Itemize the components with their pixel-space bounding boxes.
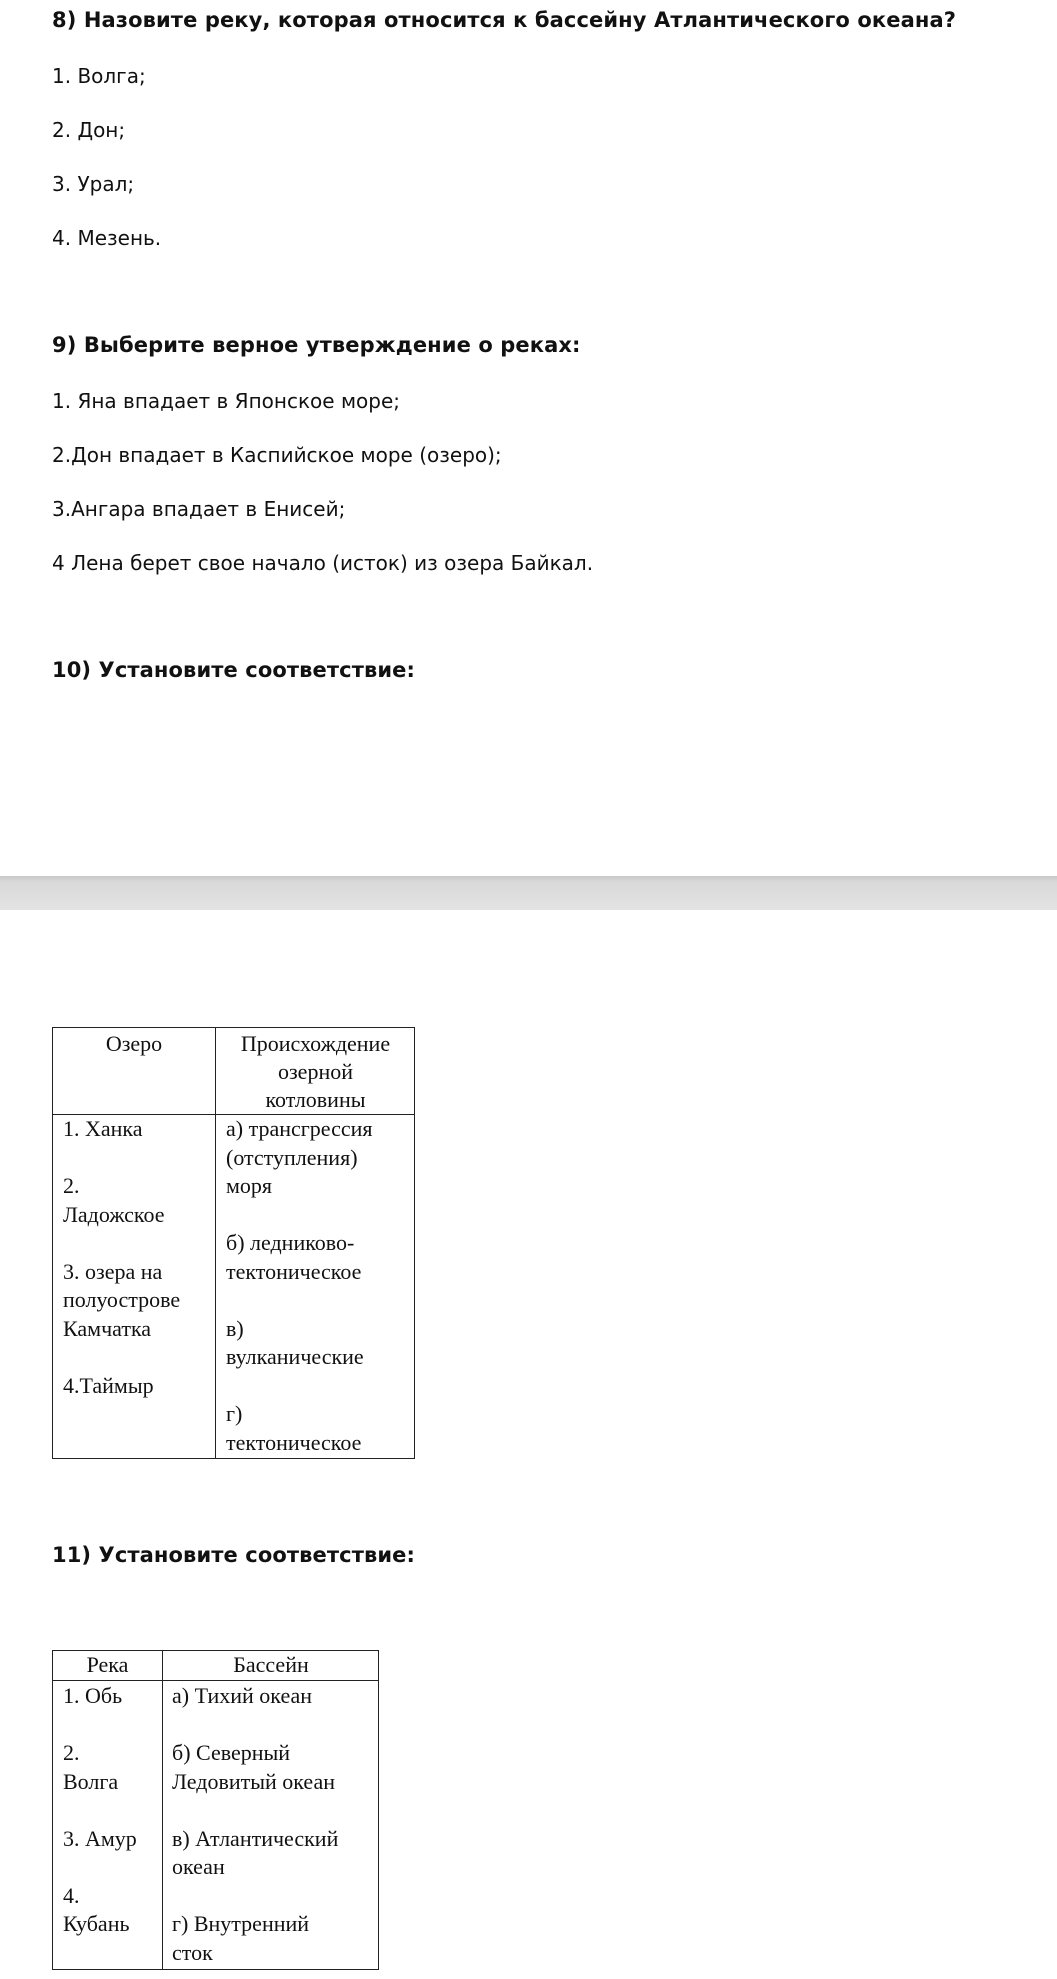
question-8-option-4: 4. Мезень. [52, 226, 162, 250]
question-8-option-1: 1. Волга; [52, 64, 146, 88]
question-11-title: 11) Установите соответствие: [52, 1543, 416, 1567]
question-9-option-1: 1. Яна впадает в Японское море; [52, 389, 401, 413]
question-9-option-2: 2.Дон впадает в Каспийское море (озеро); [52, 443, 502, 467]
table-column-divider [215, 1028, 216, 1458]
table-origin-column: а) трансгрессия (отступления) моря б) ледниково- тектоническое в) вулканические г) тектоническое [226, 1116, 373, 1455]
table-header-river: Река [86, 1652, 129, 1677]
table-rivers-column: 1. Обь 2. Волга 3. Амур 4. Кубань [63, 1683, 137, 1936]
question-8-title: 8) Назовите реку, которая относится к бассейну Атлантического океана? [52, 8, 957, 32]
table-header-lake: Озеро [105, 1031, 163, 1056]
question-9-option-4: 4 Лена берет свое начало (исток) из озера Байкал. [52, 551, 594, 575]
question-8-option-3: 3. Урал; [52, 172, 135, 196]
question-9-title: 9) Выберите верное утверждение о реках: [52, 333, 581, 357]
table-header-basin: Бассейн [233, 1652, 309, 1677]
table-header-divider [53, 1680, 378, 1681]
table-lakes-column: 1. Ханка 2. Ладожское 3. озера на полуострове Камчатка 4.Таймыр [63, 1116, 181, 1398]
page-break-divider [0, 876, 1057, 910]
question-8-option-2: 2. Дон; [52, 118, 126, 142]
lakes-match-table [52, 1027, 415, 1459]
rivers-match-table [52, 1650, 379, 1970]
table-basins-column: а) Тихий океан б) Северный Ледовитый океан в) Атлантический океан г) Внутренний сток [172, 1683, 339, 1965]
table-header-origin: Происхождение озерной котловины [240, 1031, 391, 1112]
question-10-title: 10) Установите соответствие: [52, 658, 416, 682]
question-9-option-3: 3.Ангара впадает в Енисей; [52, 497, 346, 521]
table-column-divider [162, 1651, 163, 1969]
